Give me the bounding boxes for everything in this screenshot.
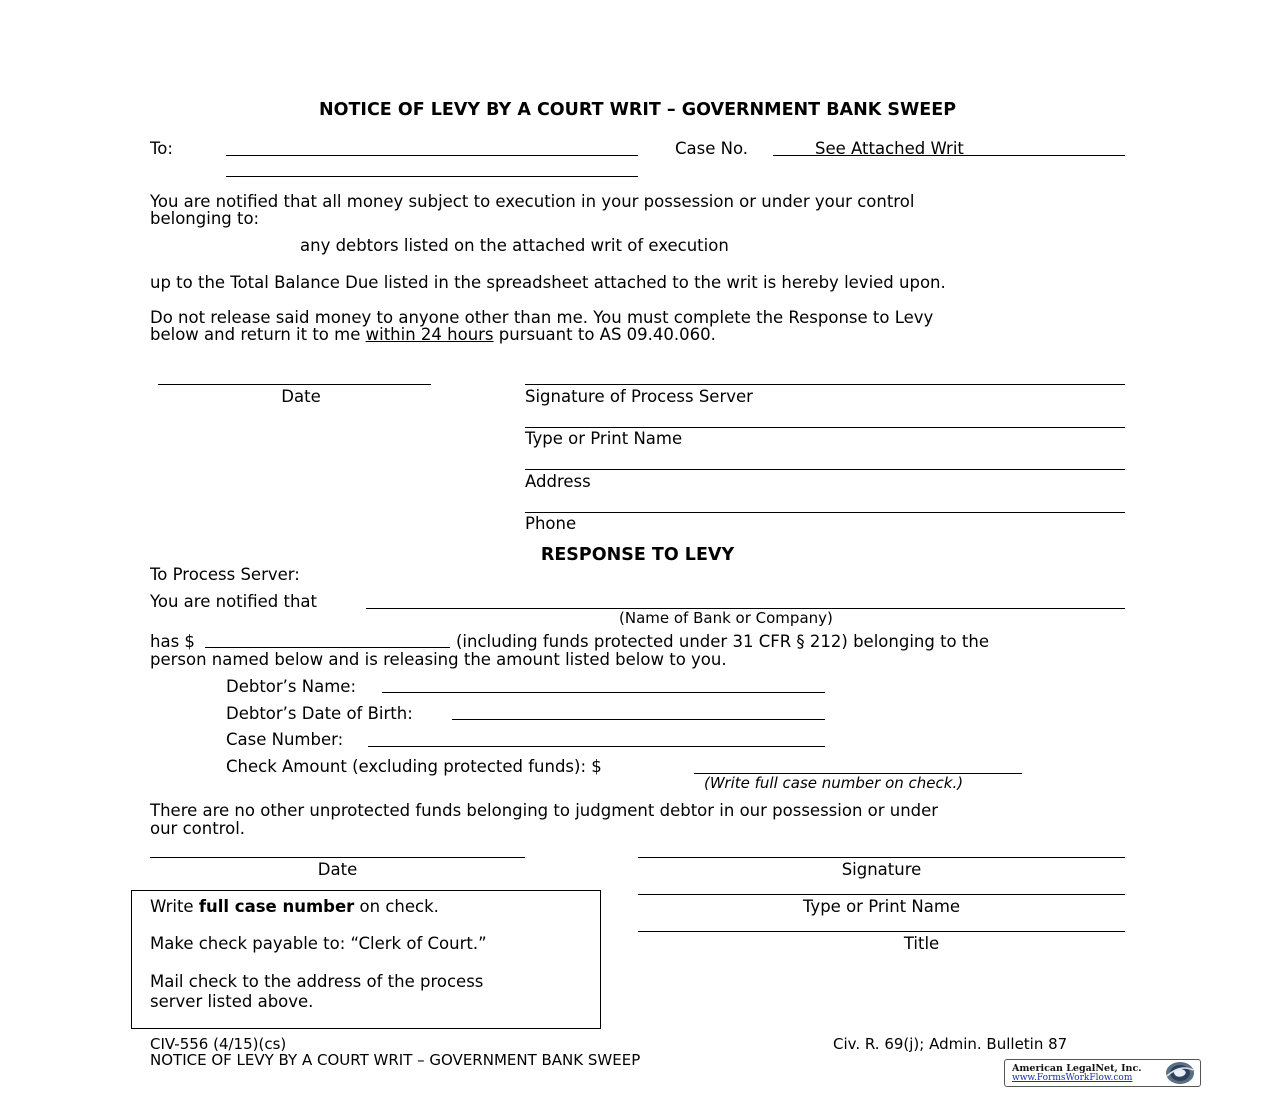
to-process-server: To Process Server:	[150, 565, 300, 584]
server-address-line[interactable]	[525, 469, 1125, 470]
logo-url[interactable]: www.FormsWorkFlow.com	[1012, 1073, 1133, 1083]
bank-name-print-label: Type or Print Name	[802, 897, 961, 916]
case-no-label: Case No.	[675, 139, 749, 158]
server-name-label: Type or Print Name	[525, 429, 683, 448]
has-amount-prefix: has $	[150, 632, 195, 651]
instruction-line-1-bold: full case number	[198, 897, 355, 916]
instruction-line-1-pre: Write	[150, 897, 199, 916]
bank-signature-label: Signature	[841, 860, 922, 879]
server-date-line[interactable]	[158, 384, 431, 385]
server-date-label: Date	[281, 387, 321, 406]
bank-name-print-line[interactable]	[638, 894, 1125, 895]
bank-title-line[interactable]	[638, 931, 1125, 932]
release-line-2	[150, 326, 716, 343]
debtor-dob-line[interactable]	[452, 719, 825, 720]
notified-that-label: You are notified that	[150, 592, 317, 611]
release-line-2-post: pursuant to AS 09.40.060.	[493, 325, 716, 344]
debtor-name-label: Debtor’s Name:	[226, 677, 357, 696]
release-line-1: Do not release said money to anyone other than me. You must complete the Response to Levy	[150, 308, 934, 327]
bank-date-line[interactable]	[150, 857, 525, 858]
server-phone-label: Phone	[525, 514, 577, 533]
check-amount-label: Check Amount (excluding protected funds): $	[226, 757, 602, 776]
server-signature-label: Signature of Process Server	[525, 387, 753, 406]
debtors-text: any debtors listed on the attached writ of execution	[300, 236, 729, 255]
server-signature-line[interactable]	[525, 384, 1125, 385]
no-other-line-1: There are no other unprotected funds belonging to judgment debtor in our possession or under	[150, 801, 939, 820]
american-legalnet-logo[interactable]	[1004, 1059, 1201, 1087]
has-amount-suffix: (including funds protected under 31 CFR § 212) belonging to the	[456, 632, 989, 651]
bank-date-label: Date	[317, 860, 358, 879]
bank-name-caption: (Name of Bank or Company)	[619, 609, 833, 627]
to-label: To:	[150, 139, 173, 158]
case-number-label: Case Number:	[226, 730, 344, 749]
instruction-line-2: Make check payable to: “Clerk of Court.”	[150, 934, 487, 953]
instruction-line-1-post: on check.	[354, 897, 439, 916]
notice-paragraph-line-2: belonging to:	[150, 209, 260, 228]
server-address-label: Address	[525, 472, 591, 491]
no-other-line-2: our control.	[150, 819, 246, 838]
instruction-line-3a: Mail check to the address of the process	[150, 972, 484, 991]
footer-form-title: NOTICE OF LEVY BY A COURT WRIT – GOVERNMENT BANK SWEEP	[150, 1051, 641, 1069]
form-title: NOTICE OF LEVY BY A COURT WRIT – GOVERNMENT BANK SWEEP	[318, 100, 957, 120]
debtor-name-line[interactable]	[382, 692, 825, 693]
response-heading: RESPONSE TO LEVY	[540, 545, 735, 565]
case-number-line[interactable]	[368, 746, 825, 747]
bank-signature-line[interactable]	[638, 857, 1125, 858]
has-amount-line[interactable]	[205, 647, 450, 648]
instruction-line-1	[150, 898, 439, 915]
notice-paragraph-line-1: You are notified that all money subject to execution in your possession or under your control	[150, 192, 915, 211]
case-no-value: See Attached Writ	[815, 139, 964, 158]
instruction-line-3b: server listed above.	[150, 992, 314, 1011]
globe-icon	[1164, 1061, 1196, 1085]
to-line-2[interactable]	[226, 176, 638, 177]
to-line-1[interactable]	[226, 155, 638, 156]
within-24-hours: within 24 hours	[365, 325, 494, 344]
server-phone-line[interactable]	[525, 512, 1125, 513]
bank-title-label: Title	[903, 934, 940, 953]
footer-rule: Civ. R. 69(j); Admin. Bulletin 87	[833, 1035, 1068, 1053]
has-line-2: person named below and is releasing the amount listed below to you.	[150, 650, 727, 669]
release-line-2-pre: below and return it to me	[150, 325, 366, 344]
debtor-dob-label: Debtor’s Date of Birth:	[226, 704, 413, 723]
check-note: (Write full case number on check.)	[704, 774, 964, 792]
footer-form-number: CIV-556 (4/15)(cs)	[150, 1035, 287, 1053]
levy-text: up to the Total Balance Due listed in the spreadsheet attached to the writ is hereby levied upon.	[150, 273, 946, 292]
logo-company-name: American LegalNet, Inc.	[1012, 1063, 1142, 1074]
server-name-line[interactable]	[525, 427, 1125, 428]
